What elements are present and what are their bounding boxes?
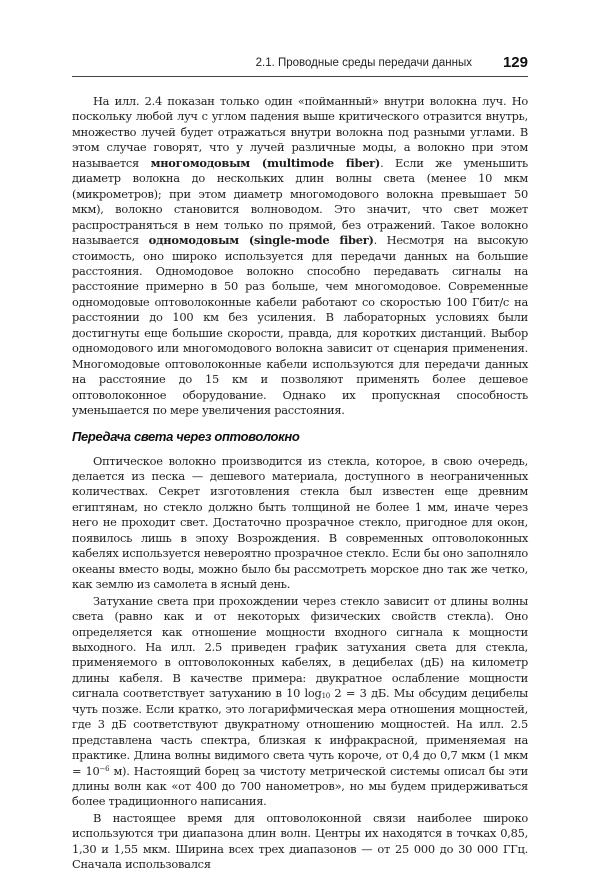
text-run: На илл. 2.4 показан только один «пойманный» внутри волокна луч. Но поскольку любой луч с углом падения выше критического отразится внутрь, множество лучей будет отражаться внутри волокна под разными углами. В этом случае говорят, что у лучей различные моды, а волокно при этом называется [72, 94, 528, 170]
log-base: 10 [321, 692, 330, 701]
text-run: м). Настоящий борец за чистоту метрической системы описал бы эти длины волн как «от 400 до 700 нанометров», но мы будем придерживаться более традиционного написания. [72, 763, 528, 809]
exponent: −6 [99, 764, 110, 773]
section-title: 2.1. Проводные среды передачи данных [255, 57, 472, 69]
header-rule [72, 76, 528, 77]
text-run: 2 = 3 дБ. Мы обсудим децибелы чуть позже. Если кратко, это логарифмическая мера отношения мощностей, где 3 дБ соответствуют двукратному отношению мощностей. На илл. 2.5 представлена часть спектра, близкая к инфракрасной, применяемая на практике. Длина волны видимого света чуть короче, от 0,4 до 0,7 мкм (1 мкм = 10 [72, 686, 528, 778]
text-run: . Если же уменьшить диаметр волокна до нескольких длин волны света (менее 10 мкм (микрометров); при этом диаметр многомодового волокна превышает 50 мкм), волокно становится волноводом. Это значит, что свет может распространяться в нем только по прямой, без отражений. Такое волокно называется [72, 155, 528, 248]
page-number: 129 [502, 54, 528, 71]
section-heading: Передача света через оптоволокно [72, 428, 300, 444]
paragraph-attenuation [72, 594, 528, 810]
text-run: Затухание света при прохождении через стекло зависит от длины волны света (равно как и от некоторых физических свойств стекла). Оно определяется как отношение мощности входного сигнала к мощности выходного. На илл. 2.5 приведен график затухания света для стекла, применяемого в оптоволоконных кабелях, в децибелах (дБ) на километр длины кабеля. В качестве примера: двукратное ослабление мощности сигнала соответствует затуханию в 10 log [72, 593, 528, 701]
running-header [72, 54, 528, 74]
paragraph-glass: Оптическое волокно производится из стекла, которое, в свою очередь, делается из песка — дешевого материала, доступного в неограниченных количествах. Секрет изготовления стекла был известен еще древним египтянам, но стекло должно быть толщиной не более 1 мм, иначе через него не проходит свет. Достаточно прозрачное стекло, пригодное для окон, появилось лишь в эпоху Возрождения. В современных оптоволоконных кабелях используется невероятно прозрачное стекло. Если бы оно заполняло океаны вместо воды, можно было бы рассмотреть морское дно так же четко, как землю из самолета в ясный день. [72, 453, 528, 592]
term-single-mode: одномодовым (single-mode fiber) [148, 233, 374, 248]
paragraph-wavelength-bands: В настоящее время для оптоволоконной связи наиболее широко используются три диапазона длин волн. Центры их находятся в точках 0,85, 1,30 и 1,55 мкм. Ширина всех трех диапазонов — от 25 000 до 30 000 ГГц. Сначала использовался [72, 810, 528, 872]
paragraph-fiber-modes [72, 94, 528, 419]
text-run: . Несмотря на высокую стоимость, оно широко используется для передачи данных на большие расстояния. Одномодовое волокно способно передавать сигналы на расстояние примерно в 50 раз больше, чем многомодовое. Современные одномодовые оптоволоконные кабели работают со скоростью 100 Гбит/с на расстоянии до 100 км без усиления. В лабораторных условиях были достигнуты еще большие скорости, правда, для коротких дистанций. Выбор одномодового или многомодового волокна зависит от сценария применения. Многомодовые оптоволоконные кабели используются для передачи данных на расстояние до 15 км и позволяют применять более дешевое оптоволоконное оборудование. Однако их пропускная способность уменьшается по мере увеличения расстояния. [72, 233, 528, 418]
page-body [72, 94, 528, 873]
term-multimode: многомодовым (multimode fiber) [150, 155, 381, 170]
